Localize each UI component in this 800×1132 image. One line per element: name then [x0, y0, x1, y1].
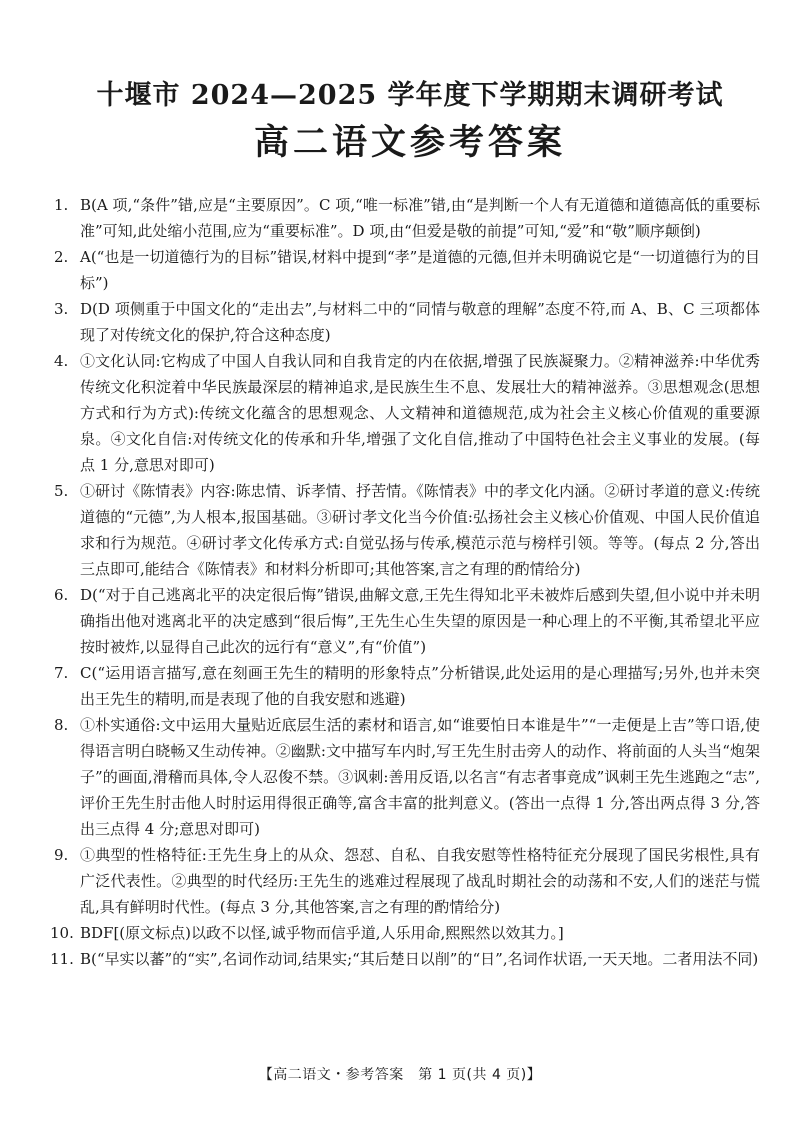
page-footer: 【高二语文・参考答案 第 1 页(共 4 页)】 — [258, 1067, 542, 1083]
answer-number: 1. — [54, 196, 69, 214]
answer-text: D(D 项侧重于中国文化的“走出去”,与材料二中的“同情与敬意的理解”态度不符,而 A、B、C 三项都体现了对传统文化的保护,符合这种态度) — [80, 300, 760, 344]
answer-item-3 — [54, 296, 760, 348]
answer-item-2 — [54, 244, 760, 296]
answer-text: ①朴实通俗:文中运用大量贴近底层生活的素材和语言,如“谁要怕日本谁是牛”“一走便是上吉”等口语,使得语言明白晓畅又生动传神。②幽默:文中描写车内时,写王先生肘击旁人的动作、将前面的人头当“炮架子”的画面,滑稽而具体,令人忍俊不禁。③讽刺:善用反语,以名言“有志者事竟成”讽刺王先生逃跑之“志”,评价王先生肘击他人时肘运用得很正确等,富含丰富的批判意义。(答出一点得 1 分,答出两点得 3 分,答出三点得 4 分;意思对即可) — [80, 716, 760, 838]
answer-text: D(“对于自己逃离北平的决定很后悔”错误,曲解文意,王先生得知北平未被炸后感到失望,但小说中并未明确指出他对逃离北平的决定感到“很后悔”,王先生心生失望的原因是一种心理上的不平衡,其希望北平应按时被炸,以显得自己此次的远行有“意义”,有“价值”) — [80, 586, 760, 656]
answer-number: 5. — [54, 482, 69, 500]
answer-item-9 — [54, 842, 760, 920]
answer-list — [50, 192, 760, 972]
document-title: 十堰市 2024—2025 学年度下学期期末调研考试 — [96, 80, 724, 111]
answer-item-5 — [54, 478, 760, 582]
answer-number: 4. — [54, 352, 69, 370]
answer-text: ①典型的性格特征:王先生身上的从众、怨怼、自私、自我安慰等性格特征充分展现了国民劣根性,具有广泛代表性。②典型的时代经历:王先生的逃难过程展现了战乱时期社会的动荡和不安,人们的迷茫与慌乱,具有鲜明时代性。(每点 3 分,其他答案,言之有理的酌情给分) — [80, 846, 760, 916]
answer-number: 7. — [54, 664, 69, 682]
answer-number: 9. — [54, 846, 69, 864]
answer-item-4 — [54, 348, 760, 478]
answer-number: 11. — [50, 950, 74, 968]
answer-item-8 — [54, 712, 760, 842]
answer-number: 3. — [54, 300, 69, 318]
answer-text: B(“早实以蕃”的“实”,名词作动词,结果实;“其后楚日以削”的“日”,名词作状语,一天天地。二者用法不同) — [80, 950, 759, 968]
answer-text: B(A 项,“条件”错,应是“主要原因”。C 项,“唯一标准”错,由“是判断一个人有无道德和道德高低的重要标准”可知,此处缩小范围,应为“重要标准”。D 项,由“但爱是敬的前提”可知,“爱”和“敬”顺序颠倒) — [80, 196, 760, 240]
answer-item-11 — [50, 946, 760, 972]
answer-item-1 — [54, 192, 760, 244]
answer-item-7 — [54, 660, 760, 712]
document-subtitle: 高二语文参考答案 — [253, 123, 566, 163]
answer-number: 8. — [54, 716, 69, 734]
answer-number: 10. — [50, 924, 74, 942]
answer-text: ①研讨《陈情表》内容:陈忠情、诉孝情、抒苦情。《陈情表》中的孝文化内涵。②研讨孝道的意义:传统道德的“元德”,为人根本,报国基础。③研讨孝文化当今价值:弘扬社会主义核心价值观、中国人民价值追求和行为规范。④研讨孝文化传承方式:自觉弘扬与传承,模范示范与榜样引领。等等。(每点 2 分,答出三点即可,能结合《陈情表》和材料分析即可;其他答案,言之有理的酌情给分) — [80, 482, 760, 578]
answer-text: A(“也是一切道德行为的目标”错误,材料中提到“孝”是道德的元德,但并未明确说它是“一切道德行为的目标”) — [80, 248, 760, 292]
answer-text: C(“运用语言描写,意在刻画王先生的精明的形象特点”分析错误,此处运用的是心理描写;另外,也并未突出王先生的精明,而是表现了他的自我安慰和逃避) — [80, 664, 760, 708]
answer-number: 6. — [54, 586, 69, 604]
answer-text: ①文化认同:它构成了中国人自我认同和自我肯定的内在依据,增强了民族凝聚力。②精神滋养:中华优秀传统文化积淀着中华民族最深层的精神追求,是民族生生不息、发展壮大的精神滋养。③思想观念(思想方式和行为方式):传统文化蕴含的思想观念、人文精神和道德规范,成为社会主义核心价值观的重要源泉。④文化自信:对传统文化的传承和升华,增强了文化自信,推动了中国特色社会主义事业的发展。(每点 1 分,意思对即可) — [80, 352, 760, 474]
answer-item-6 — [54, 582, 760, 660]
answer-item-10 — [50, 920, 760, 946]
answer-text: BDF[(原文标点)以政不以怪,诚乎物而信乎道,人乐用命,熙熙然以效其力。] — [80, 924, 564, 942]
answer-number: 2. — [54, 248, 69, 266]
